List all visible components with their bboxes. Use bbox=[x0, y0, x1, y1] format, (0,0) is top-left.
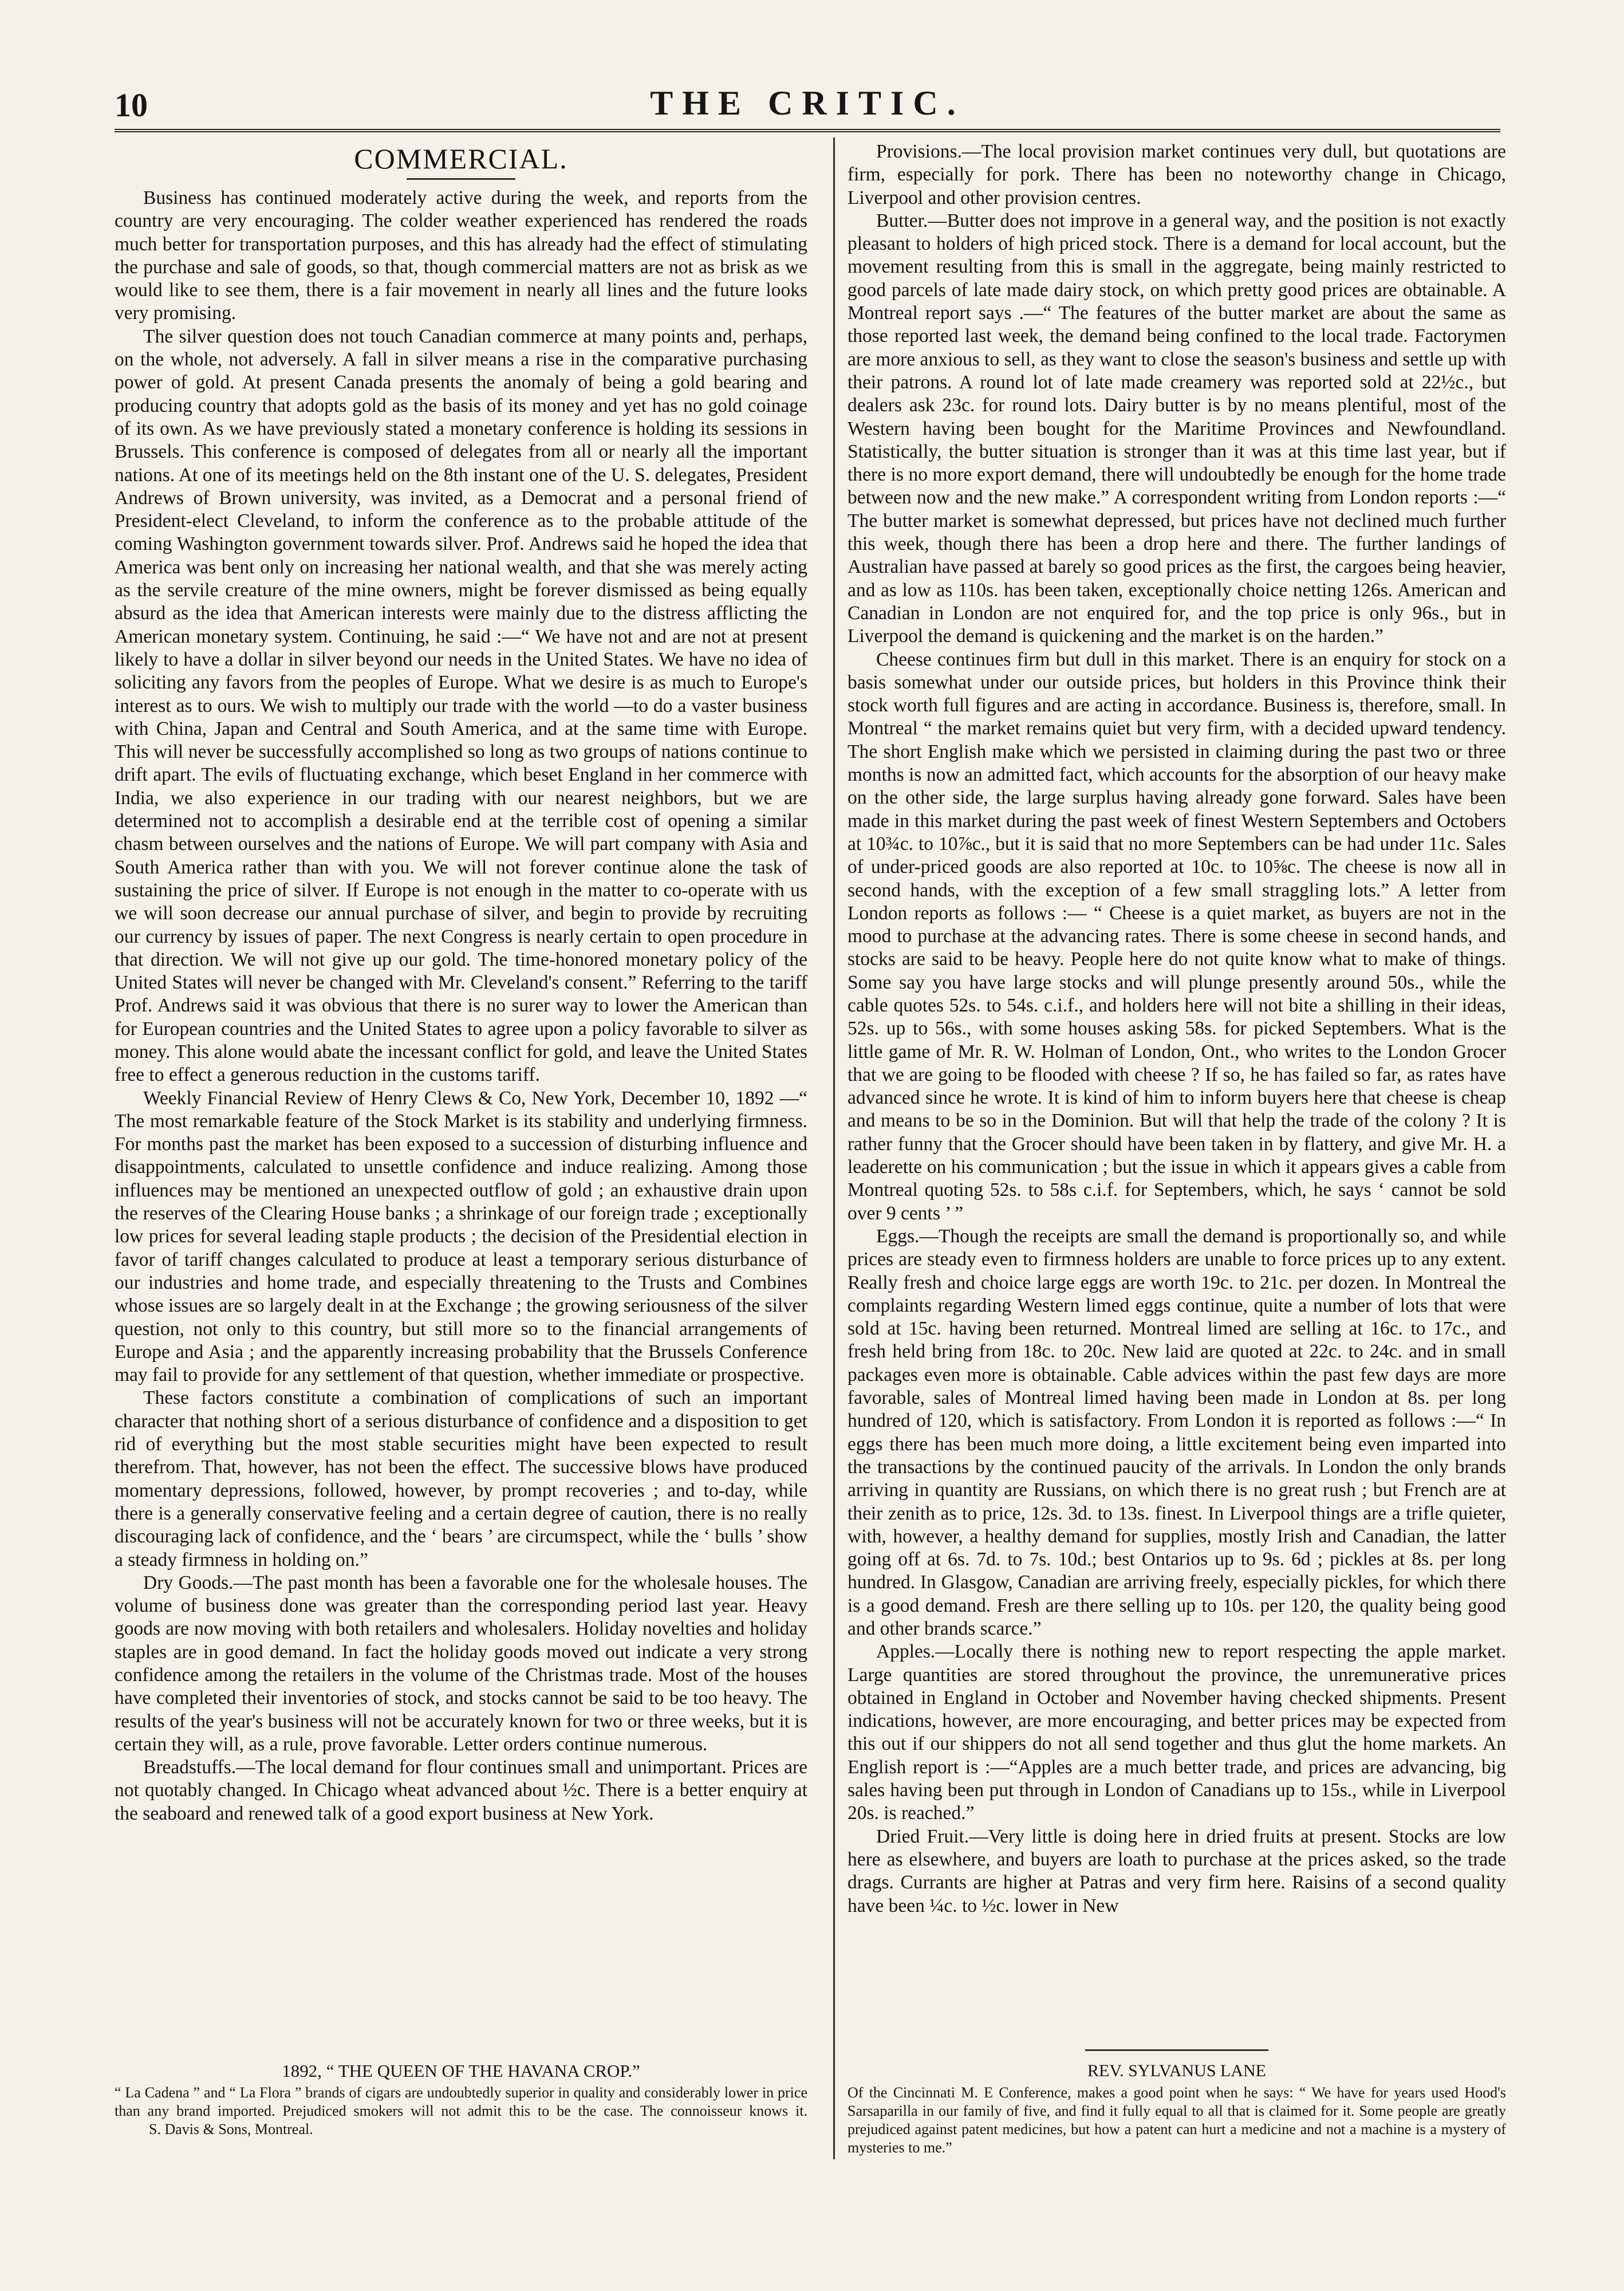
paragraph-complications: These factors constitute a combination of complications of such an important character that nothing short of a serious disturbance of confidence and a disposition to get rid of everything but the most stable securities might have been expected to result therefrom. That, however, has not been the effect. The successive blows have produced momentary depressions, followed, however, by prompt recoveries ; and to-day, while there is a generally conservative feeling and a certain degree of caution, there is no really discouraging lack of confidence, and the ‘ bears ’ are circumspect, while the ‘ bulls ’ show a steady firmness in holding on.” bbox=[115, 1387, 807, 1570]
paragraph-financial-review: Weekly Financial Review of Henry Clews & Co, New York, December 10, 1892 —“ The most remarkable feature of the Stock Market is its stability and underlying firmness. For months past the market has been exposed to a succession of disturbing influence and disappointments, calculated to unsettle confidence and induce realizing. Among those influences may be mentioned an unexpected outflow of gold ; an exhaustive drain upon the reserves of the Clearing House banks ; a shrinkage of our foreign trade ; exceptionally low prices for several leading staple products ; the decision of the Presidential election in favor of tariff changes calculated to produce at least a temporary serious disturbance of our industries and home trade, and especially threatening to the Trusts and Combines whose issues are so largely dealt in at the Exchange ; the growing seriousness of the silver question, not only to this country, but still more so to the financial arrangements of Europe and Asia ; and the apparently increasing probability that the Brussels Conference may fail to provide for any settlement of that question, whether immediate or prospective. bbox=[115, 1087, 807, 1386]
paragraph-dried-fruit: Dried Fruit.—Very little is doing here in dried fruits at present. Stocks are low here as elsewhere, and buyers are loath to purchase at the prices asked, so the trade drags. Currants are higher at Patras and very firm here. Raisins of a second quality have been ¼c. to ½c. lower in New bbox=[848, 1825, 1506, 1916]
ad-heading: 1892, “ THE QUEEN OF THE HAVANA CROP.” bbox=[282, 2061, 640, 2081]
right-column bbox=[848, 140, 1506, 1918]
sarsaparilla-advertisement bbox=[848, 2062, 1506, 2157]
section-heading: COMMERCIAL. bbox=[354, 143, 568, 175]
paragraph-eggs: Eggs.—Though the receipts are small the demand is proportionally so, and while prices are steady even to firmness holders are unable to force prices up to any extent. Really fresh and choice large eggs are worth 19c. to 21c. per dozen. In Montreal the complaints regarding Western limed eggs continue, quite a number of lots that were sold at 15c. having been returned. Montreal limed are selling at 16c. to 17c., and fresh held bring from 18c. to 20c. New laid are quoted at 22c. to 24c. and in small packages even more is obtainable. Cable advices within the past few days are more favorable, sales of Montreal limed having been made in London at 8s. per long hundred of 120, which is satisfactory. From London it is reported as follows :—“ In eggs there has been much more doing, a little excitement being even imparted into the transactions by the continued paucity of the arrivals. In London the only brands arriving in quantity are Russians, on which there is no great rush ; but French are at their zenith as to price, 12s. 3d. to 13s. finest. In Liverpool things are a trifle quieter, with, however, a healthy demand for supplies, mostly Irish and Canadian, the latter going off at 6s. 7d. to 7s. 10d.; best Ontarios up to 9s. 6d ; pickles at 8s. per long hundred. In Glasgow, Canadian are arriving freely, especially pickles, for which there is a good demand. Fresh are there selling up to 10s. per 120, the quality being good and other brands scarce.” bbox=[848, 1225, 1506, 1639]
paragraph-apples: Apples.—Locally there is nothing new to report respecting the apple market. Large quantities are stored throughout the province, the unremunerative prices obtained in England in October and November having checked shipments. Present indications, however, are more encouraging, and better prices may be expected from this out if our shippers do not all send together and thus glut the home markets. An English report is :—“Apples are a much better trade, and prices are advancing, big sales having been put through in London of Canadians up to 15s., while in Liverpool 20s. is reached.” bbox=[848, 1641, 1506, 1824]
masthead bbox=[115, 80, 1500, 126]
ad-signature: S. Davis & Sons, Montreal. bbox=[149, 2121, 313, 2138]
newspaper-title: THE CRITIC. bbox=[650, 84, 965, 122]
paragraph-silver-question: The silver question does not touch Canadian commerce at many points and, perhaps, on the whole, not adversely. A fall in silver means a rise in the comparative purchasing power of gold. At present Canada presents the anomaly of being a gold bearing and producing country that adopts gold as the basis of its money and yet has no gold coinage of its own. As we have previously stated a monetary conference is holding its sessions in Brussels. This conference is composed of delegates from all or nearly all the important nations. At one of its meetings held on the 8th instant one of the U. S. delegates, President Andrews of Brown university, was invited, as a Democrat and a personal friend of President-elect Cleveland, to inform the conference as to the probable attitude of the coming Washington government towards silver. Prof. Andrews said he hoped the idea that America was bent only on increasing her national wealth, and that she was merely acting as the servile creature of the mine owners, might be forever dismissed as being equally absurd as the idea that American interests were mainly due to the distress afflicting the American monetary system. Continuing, he said :—“ We have not and are not at present likely to have a dollar in silver beyond our needs in the United States. We have no idea of soliciting any favors from the peoples of Europe. What we desire is as much to Europe's interest as to ours. We wish to multiply our trade with the world —to do a vaster business with China, Japan and Central and South America, and at the same time with Europe. This will never be successfully accomplished so long as two groups of nations continue to drift apart. The evils of fluctuating exchange, which beset England in her commerce with India, we also experience in our trading with our nearest neighbors, but we are determined not to accomplish a desirable end at the terrible cost of opening a similar chasm between ourselves and the nations of Europe. We will part company with Asia and South America rather than with you. We will not forever continue alone the task of sustaining the price of silver. If Europe is not enough in the matter to co-operate with us we will soon decrease our annual purchase of silver, and begin to provide by recruiting our currency by issues of paper. The next Congress is nearly certain to open procedure in that direction. We will not give up our gold. The time-honored monetary policy of the United States will never be changed with Mr. Cleveland's consent.” Referring to the tariff Prof. Andrews said it was obvious that there is no surer way to lower the American than for European countries and the United States to agree upon a policy favorable to silver as money. This alone would abate the incessant conflict for gold, and leave the United States free to effect a generous reduction in the customs tariff. bbox=[115, 325, 807, 1086]
paragraph-dry-goods: Dry Goods.—The past month has been a favorable one for the wholesale houses. The volume of business done was greater than the corresponding period last year. Heavy goods are now moving with both retailers and wholesalers. Holiday novelties and holiday staples are in good demand. In fact the holiday goods moved out indicate a very strong confidence among the retailers in the volume of the Christmas trade. Most of the houses have completed their inventories of stock, and stocks cannot be said to be too heavy. The results of the year's business will not be accurately known for two or three weeks, but it is certain they will, as a rule, prove favorable. Letter orders continue numerous. bbox=[115, 1572, 807, 1755]
paragraph-breadstuffs: Breadstuffs.—The local demand for flour continues small and unimportant. Prices are not quotably changed. In Chicago wheat advanced about ½c. There is a better enquiry at the seaboard and renewed talk of a good export business at New York. bbox=[115, 1757, 807, 1824]
ad-text: “ La Cadena ” and “ La Flora ” brands of cigars are undoubtedly superior in quality and considerably lower in price than any brand imported. Prejudiced smokers will not admit this to be the case. The connoisseur knows it. bbox=[115, 2084, 807, 2119]
ad-heading: REV. SYLVANUS LANE bbox=[1087, 2061, 1266, 2080]
page-number: 10 bbox=[115, 86, 148, 124]
cigar-advertisement bbox=[115, 2062, 807, 2139]
left-column bbox=[115, 140, 807, 1825]
paragraph-business-summary: Business has continued moderately active during the week, and reports from the country are very encouraging. The colder weather experienced has rendered the roads much better for transportation purposes, and this has already had the effect of stimulating the purchase and sale of goods, so that, though commercial matters are not as brisk as we would like to see them, there is a fair movement in nearly all lines and the future looks very promising. bbox=[115, 187, 807, 324]
paragraph-provisions: Provisions.—The local provision market continues very dull, but quotations are firm, especially for pork. There has been no noteworthy change in Chicago, Liverpool and other provision centres. bbox=[848, 141, 1506, 208]
column-divider bbox=[833, 137, 835, 2159]
ad-text: Of the Cincinnati M. E Conference, makes a good point when he says: “ We have for years used Hood's Sarsaparilla in our family of five, and find it fully equal to all that is claimed for it. Some people are greatly prejudiced against patent medicines, but how a patent can hurt a medicine and not a machine is a mystery of mysteries to me.” bbox=[848, 2084, 1506, 2156]
ad-body bbox=[115, 2084, 807, 2139]
masthead-rule bbox=[115, 129, 1500, 132]
paragraph-butter: Butter.—Butter does not improve in a general way, and the position is not exactly pleasant to holders of high priced stock. There is a demand for local account, but the movement resulting from this is small in the aggregate, being mainly restricted to good parcels of late made dairy stock, on which pretty good prices are obtainable. A Montreal report says .—“ The features of the butter market are about the same as those reported last week, the demand being confined to the local trade. Factorymen are more anxious to sell, as they want to close the season's business and settle up with their patrons. A round lot of late made creamery was reported sold at 22½c., but dealers ask 23c. for round lots. Dairy butter is by no means plentiful, most of the Western having been bought for the Maritime Provinces and Newfoundland. Statistically, the butter situation is stronger than it was at this time last year, but if there is no more export demand, there will undoubtedly be enough for the home trade between now and the new make.” A correspondent writing from London reports :—“ The butter market is somewhat depressed, but prices have not declined much further this week, though there has been a drop here and there. The further landings of Australian have passed at barely so good prices as the first, the cargoes being heavier, and as low as 110s. has been taken, exceptionally choice netting 126s. American and Canadian in London are not enquired for, and the top price is only 96s., but in Liverpool the demand is quickening and the market is on the harden.” bbox=[848, 210, 1506, 647]
heading-rule bbox=[407, 178, 515, 180]
ad-separator-rule bbox=[1085, 2049, 1268, 2051]
paragraph-cheese: Cheese continues firm but dull in this market. There is an enquiry for stock on a basis somewhat under our outside prices, but holders in this Province think their stock worth full figures and are acting in accordance. Business is, therefore, small. In Montreal “ the market remains quiet but very firm, with a decided upward tendency. The short English make which we persisted in claiming during the past two or three months is now an admitted fact, which accounts for the absorption of our heavy make on the other side, the large surplus having already gone forward. Sales have been made in this market during the past week of finest Western Septembers and Octobers at 10¾c. to 10⅞c., but it is said that no more Septembers can be had under 11c. Sales of under-priced goods are also reported at 10c. to 10⅝c. The cheese is now all in second hands, with the exception of a few small straggling lots.” A letter from London reports as follows :— “ Cheese is a quiet market, as buyers are not in the mood to purchase at the advancing rates. There is some cheese in second hands, and stocks are said to be heavy. People here do not quite know what to make of things. Some say you have large stocks and will plunge presently around 50s., while the cable quotes 52s. to 54s. c.i.f., and holders here will not bite a shilling in their ideas, 52s. up to 56s., with some houses asking 58s. for picked Septembers. What is the little game of Mr. R. W. Holman of London, Ont., who writes to the London Grocer that we are going to be flooded with cheese ? If so, he has failed so far, as rates have advanced since he wrote. It is kind of him to inform buyers here that cheese is cheap and means to be so in the Dominion. But will that help the trade of the colony ? It is rather funny that the Grocer should have been taken in by flattery, and give Mr. H. a leaderette on his communication ; but the issue in which it appears gives a cable from Montreal quoting 52s. to 58s c.i.f. for Septembers, which, he says ‘ cannot be sold over 9 cents ’ ” bbox=[848, 648, 1506, 1224]
